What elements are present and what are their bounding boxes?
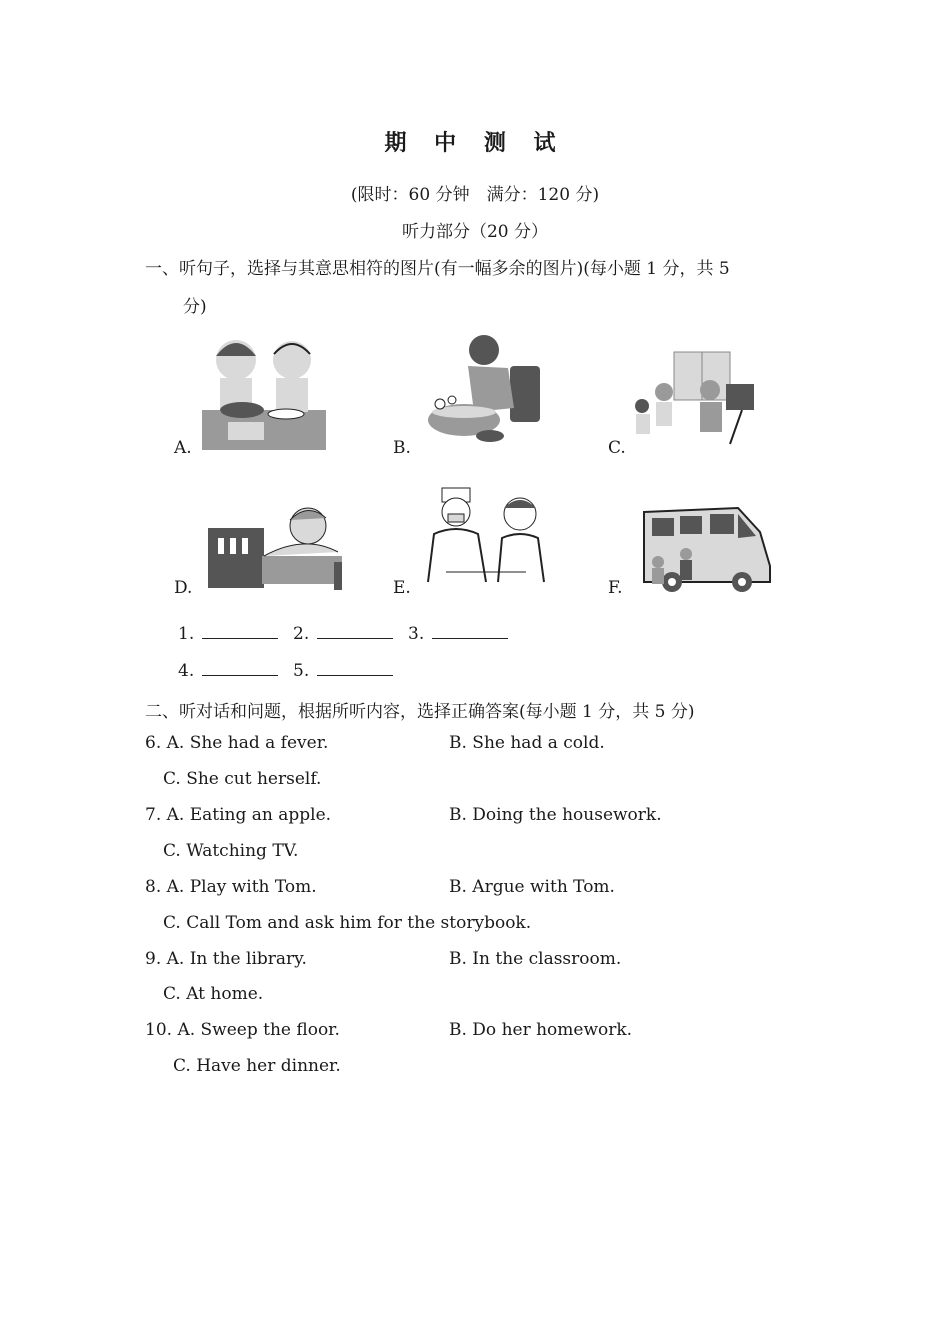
exam-subtitle: (限时：60 分钟 满分：120 分) bbox=[350, 185, 600, 205]
question-9-option-a: 9. A. In the library. bbox=[145, 949, 307, 969]
question-6-option-a: 6. A. She had a fever. bbox=[145, 733, 329, 753]
answer-blank-2[interactable]: 2. bbox=[293, 624, 393, 644]
question-8-option-b: B. Argue with Tom. bbox=[449, 877, 615, 897]
question-8-option-c: C. Call Tom and ask him for the storybook. bbox=[163, 913, 532, 933]
question-7-option-a: 7. A. Eating an apple. bbox=[145, 805, 332, 825]
question-10-option-a: 10. A. Sweep the floor. bbox=[145, 1020, 340, 1040]
page-title: 期 中 测 试 bbox=[384, 130, 566, 156]
question-9-option-c: C. At home. bbox=[163, 984, 264, 1004]
part1-instruction: 一、听句子，选择与其意思相符的图片(有一幅多余的图片)(每小题 1 分，共 5 bbox=[145, 259, 730, 279]
washing-clothes-picture bbox=[418, 328, 548, 453]
part2-instruction: 二、听对话和问题，根据所听内容，选择正确答案(每小题 1 分，共 5 分) bbox=[145, 702, 695, 722]
picture-letter-c: C. bbox=[608, 438, 626, 458]
picture-letter-e: E. bbox=[393, 578, 411, 598]
question-10-option-b: B. Do her homework. bbox=[449, 1020, 633, 1040]
section-heading: 听力部分（20 分） bbox=[401, 222, 549, 242]
doctor-patient-picture bbox=[416, 486, 552, 586]
question-7-option-b: B. Doing the housework. bbox=[449, 805, 662, 825]
question-6-option-c: C. She cut herself. bbox=[163, 769, 322, 789]
question-9-option-b: B. In the classroom. bbox=[449, 949, 622, 969]
sick-in-bed-picture bbox=[204, 500, 346, 595]
picture-letter-f: F. bbox=[608, 578, 623, 598]
picture-letter-d: D. bbox=[174, 578, 193, 598]
picture-letter-b: B. bbox=[393, 438, 411, 458]
question-10-option-c: C. Have her dinner. bbox=[173, 1056, 341, 1076]
question-7-option-c: C. Watching TV. bbox=[163, 841, 299, 861]
picture-letter-a: A. bbox=[174, 438, 192, 458]
ambulance-picture bbox=[630, 496, 778, 596]
question-8-option-a: 8. A. Play with Tom. bbox=[145, 877, 317, 897]
cooking-kids-picture bbox=[198, 330, 330, 452]
answer-blank-1[interactable]: 1. bbox=[178, 624, 278, 644]
part1-instruction-continued: 分) bbox=[183, 297, 207, 317]
answer-blank-3[interactable]: 3. bbox=[408, 624, 508, 644]
question-6-option-b: B. She had a cold. bbox=[449, 733, 605, 753]
answer-blank-4[interactable]: 4. bbox=[178, 661, 278, 681]
answer-blank-5[interactable]: 5. bbox=[293, 661, 393, 681]
family-cleaning-picture bbox=[630, 348, 760, 450]
